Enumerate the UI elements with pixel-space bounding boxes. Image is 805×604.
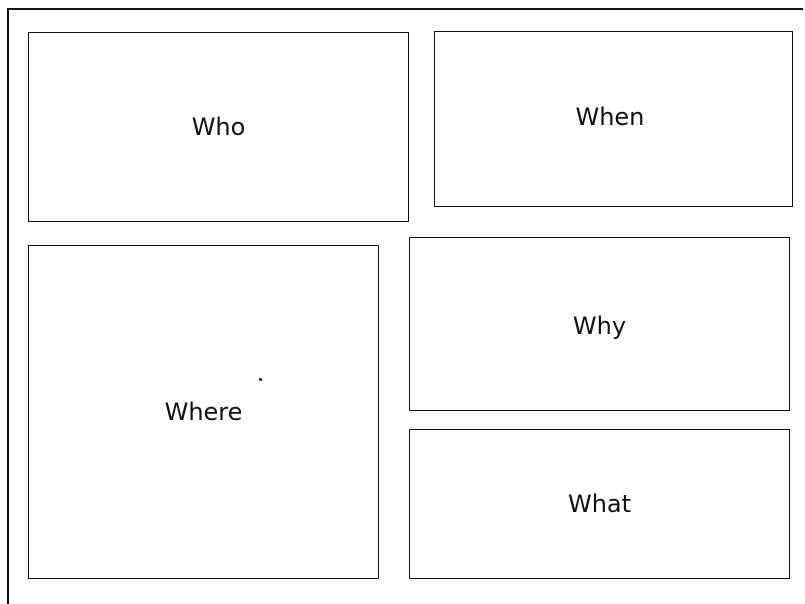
what-box (409, 429, 790, 579)
when-label: When (575, 103, 645, 132)
where-label: Where (164, 398, 243, 426)
when-box (434, 31, 793, 207)
what-label: What (567, 490, 632, 518)
who-label: Who (191, 113, 246, 141)
stray-dot (259, 378, 262, 381)
why-box (409, 237, 790, 411)
where-box (28, 245, 379, 579)
who-box (28, 32, 409, 222)
why-label: Why (572, 311, 627, 340)
